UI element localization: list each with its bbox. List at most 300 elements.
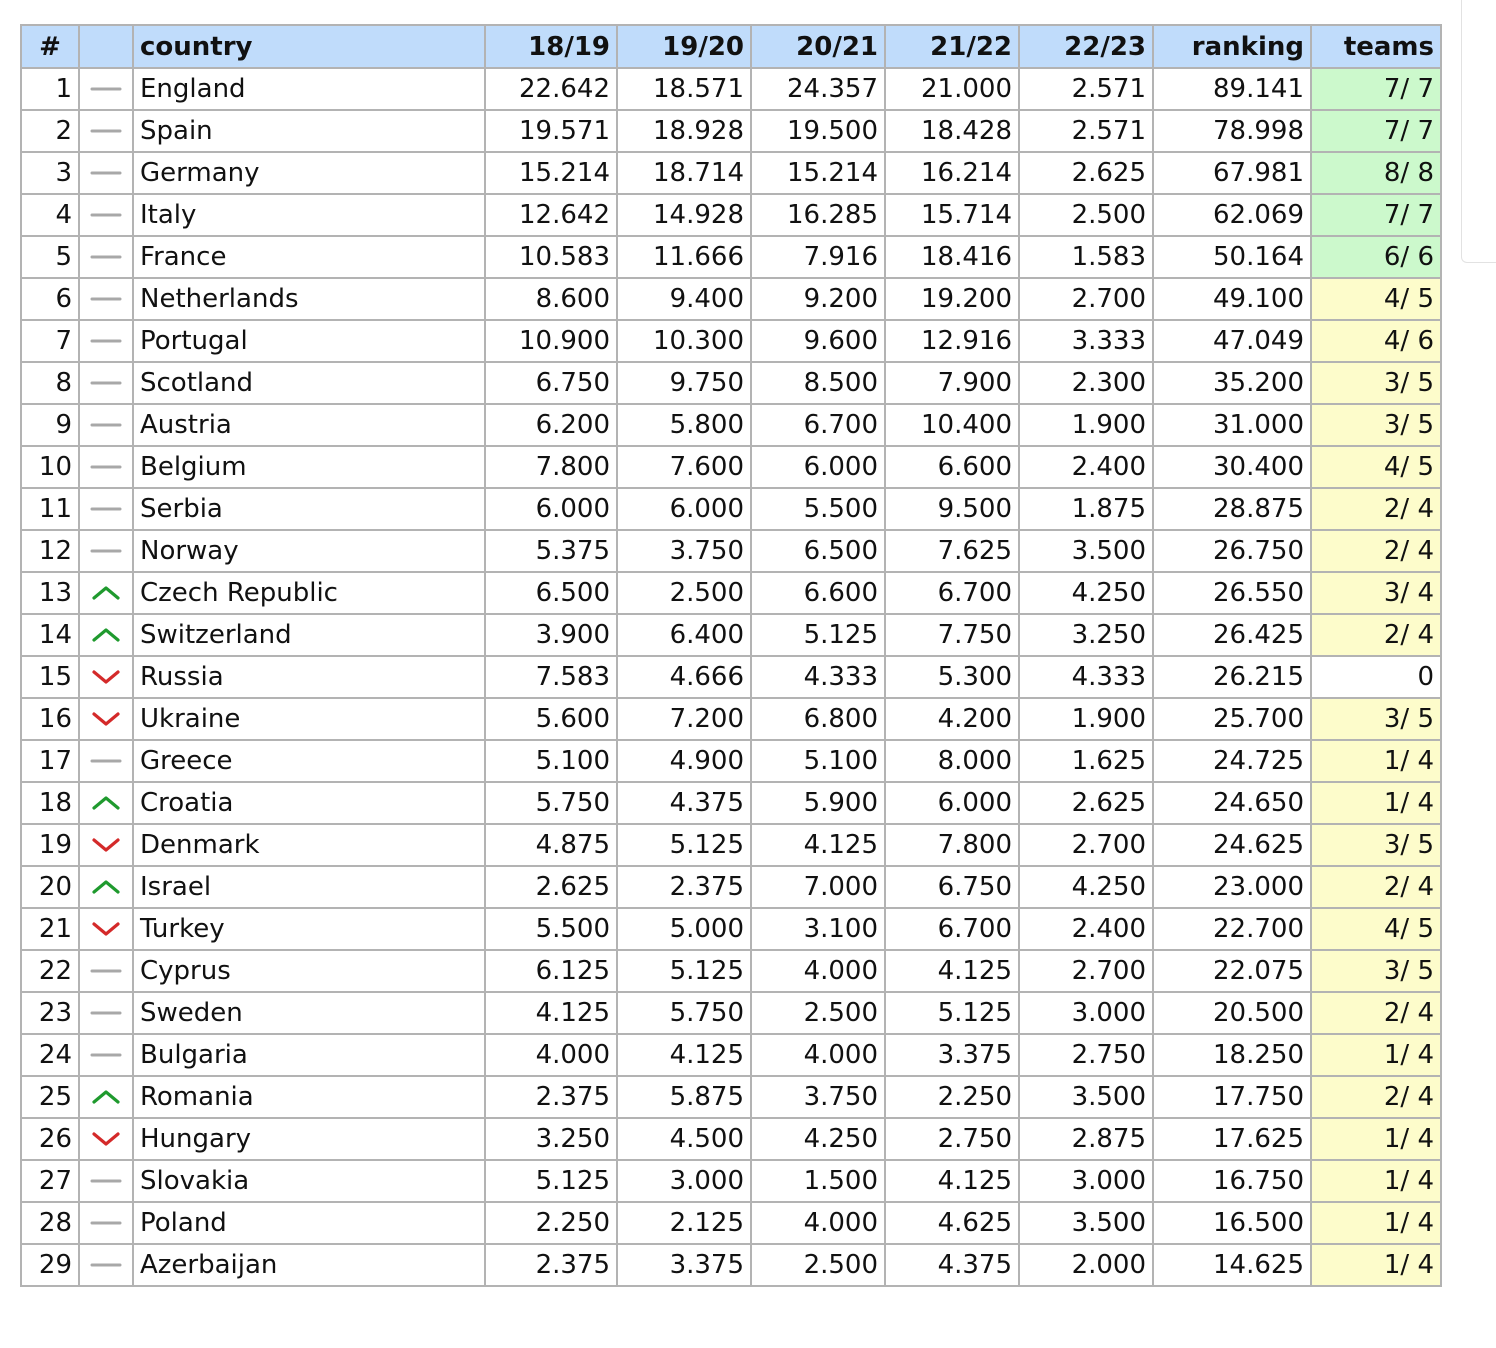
cell-season-22-23: 3.000 [1019,1160,1153,1202]
cell-trend [79,320,133,362]
cell-ranking: 30.400 [1153,446,1311,488]
cell-season-18-19: 5.125 [485,1160,617,1202]
cell-country[interactable]: Israel [133,866,485,908]
table-row [21,236,1441,278]
cell-country[interactable]: Germany [133,152,485,194]
cell-trend [79,488,133,530]
cell-trend [79,572,133,614]
cell-rank: 28 [21,1202,79,1244]
cell-trend [79,236,133,278]
cell-teams: 7/ 7 [1311,194,1441,236]
cell-trend [79,656,133,698]
cell-trend [79,908,133,950]
cell-country[interactable]: Croatia [133,782,485,824]
cell-season-21-22: 21.000 [885,68,1019,110]
cell-rank: 15 [21,656,79,698]
cell-season-18-19: 10.583 [485,236,617,278]
cell-season-19-20: 2.500 [617,572,751,614]
cell-season-21-22: 5.125 [885,992,1019,1034]
cell-season-20-21: 4.000 [751,1034,885,1076]
cell-teams: 4/ 5 [1311,908,1441,950]
cell-season-20-21: 7.000 [751,866,885,908]
cell-season-22-23: 2.400 [1019,908,1153,950]
cell-season-22-23: 1.583 [1019,236,1153,278]
cell-ranking: 22.700 [1153,908,1311,950]
table-row [21,530,1441,572]
cell-season-19-20: 9.750 [617,362,751,404]
cell-teams: 2/ 4 [1311,614,1441,656]
cell-season-18-19: 10.900 [485,320,617,362]
cell-country[interactable]: Bulgaria [133,1034,485,1076]
cell-season-19-20: 5.000 [617,908,751,950]
cell-season-20-21: 2.500 [751,1244,885,1286]
cell-season-20-21: 24.357 [751,68,885,110]
cell-season-21-22: 18.428 [885,110,1019,152]
table-row [21,908,1441,950]
cell-teams: 1/ 4 [1311,1118,1441,1160]
cell-season-20-21: 8.500 [751,362,885,404]
cell-teams: 4/ 5 [1311,446,1441,488]
cell-season-21-22: 3.375 [885,1034,1019,1076]
cell-ranking: 26.750 [1153,530,1311,572]
cell-country[interactable]: Spain [133,110,485,152]
cell-teams: 1/ 4 [1311,1034,1441,1076]
cell-season-19-20: 4.900 [617,740,751,782]
table-row [21,110,1441,152]
cell-season-20-21: 15.214 [751,152,885,194]
trend-unchanged-icon [89,1254,123,1276]
cell-ranking: 16.500 [1153,1202,1311,1244]
cell-season-19-20: 9.400 [617,278,751,320]
cell-ranking: 24.725 [1153,740,1311,782]
trend-up-icon [89,624,123,646]
cell-country[interactable]: Romania [133,1076,485,1118]
cell-season-19-20: 4.666 [617,656,751,698]
cell-ranking: 18.250 [1153,1034,1311,1076]
cell-season-22-23: 2.571 [1019,68,1153,110]
cell-season-20-21: 4.125 [751,824,885,866]
cell-rank: 26 [21,1118,79,1160]
cell-country[interactable]: Norway [133,530,485,572]
cell-season-18-19: 12.642 [485,194,617,236]
cell-season-22-23: 2.000 [1019,1244,1153,1286]
cell-teams: 3/ 5 [1311,824,1441,866]
cell-season-18-19: 6.000 [485,488,617,530]
cell-season-21-22: 19.200 [885,278,1019,320]
trend-unchanged-icon [89,960,123,982]
cell-season-20-21: 19.500 [751,110,885,152]
table-row [21,824,1441,866]
header-ranking[interactable]: ranking [1153,25,1311,68]
cell-teams: 1/ 4 [1311,740,1441,782]
cell-season-22-23: 2.400 [1019,446,1153,488]
trend-unchanged-icon [89,456,123,478]
trend-unchanged-icon [89,1212,123,1234]
cell-country[interactable]: Portugal [133,320,485,362]
trend-up-icon [89,582,123,604]
cell-teams: 3/ 5 [1311,362,1441,404]
cell-season-19-20: 4.375 [617,782,751,824]
cell-ranking: 50.164 [1153,236,1311,278]
cell-ranking: 22.075 [1153,950,1311,992]
cell-trend [79,404,133,446]
cell-season-20-21: 6.600 [751,572,885,614]
cell-season-18-19: 19.571 [485,110,617,152]
table-row [21,656,1441,698]
cell-ranking: 26.215 [1153,656,1311,698]
cell-trend [79,992,133,1034]
cell-country[interactable]: Netherlands [133,278,485,320]
cell-trend [79,866,133,908]
table-row [21,572,1441,614]
header-teams[interactable]: teams [1311,25,1441,68]
trend-down-icon [89,1128,123,1150]
table-header-row [21,25,1441,68]
table-row [21,194,1441,236]
cell-trend [79,698,133,740]
cell-season-19-20: 4.500 [617,1118,751,1160]
trend-unchanged-icon [89,120,123,142]
cell-ranking: 62.069 [1153,194,1311,236]
cell-rank: 9 [21,404,79,446]
cell-season-19-20: 3.000 [617,1160,751,1202]
cell-trend [79,110,133,152]
cell-season-21-22: 18.416 [885,236,1019,278]
cell-country[interactable]: Denmark [133,824,485,866]
cell-country[interactable]: Ukraine [133,698,485,740]
cell-season-22-23: 1.875 [1019,488,1153,530]
cell-season-20-21: 4.333 [751,656,885,698]
cell-season-22-23: 2.875 [1019,1118,1153,1160]
cell-season-20-21: 3.100 [751,908,885,950]
cell-rank: 4 [21,194,79,236]
cell-season-22-23: 4.333 [1019,656,1153,698]
cell-season-18-19: 5.750 [485,782,617,824]
cell-season-19-20: 18.714 [617,152,751,194]
cell-ranking: 24.625 [1153,824,1311,866]
cell-season-21-22: 9.500 [885,488,1019,530]
table-row [21,1160,1441,1202]
cell-season-18-19: 3.250 [485,1118,617,1160]
trend-unchanged-icon [89,372,123,394]
cell-ranking: 25.700 [1153,698,1311,740]
trend-unchanged-icon [89,162,123,184]
cell-season-21-22: 7.625 [885,530,1019,572]
header-trend [79,25,133,68]
cell-rank: 27 [21,1160,79,1202]
table-row [21,1118,1441,1160]
cell-season-19-20: 5.125 [617,824,751,866]
cell-season-20-21: 6.800 [751,698,885,740]
cell-country[interactable]: Hungary [133,1118,485,1160]
header-season-18-19[interactable]: 18/19 [485,25,617,68]
cell-season-18-19: 6.500 [485,572,617,614]
cell-teams: 2/ 4 [1311,992,1441,1034]
cell-season-22-23: 3.500 [1019,1202,1153,1244]
cell-season-21-22: 2.750 [885,1118,1019,1160]
cell-season-22-23: 3.500 [1019,530,1153,572]
cell-season-21-22: 4.625 [885,1202,1019,1244]
table-body [21,68,1441,1286]
cell-season-18-19: 6.125 [485,950,617,992]
header-season-19-20[interactable]: 19/20 [617,25,751,68]
cell-season-22-23: 3.250 [1019,614,1153,656]
trend-unchanged-icon [89,1002,123,1024]
cell-trend [79,530,133,572]
trend-unchanged-icon [89,288,123,310]
table-row [21,1244,1441,1286]
cell-teams: 2/ 4 [1311,488,1441,530]
cell-trend [79,446,133,488]
trend-unchanged-icon [89,78,123,100]
cell-teams: 1/ 4 [1311,1160,1441,1202]
cell-season-22-23: 4.250 [1019,866,1153,908]
cell-season-20-21: 5.900 [751,782,885,824]
cell-ranking: 17.750 [1153,1076,1311,1118]
header-season-22-23[interactable]: 22/23 [1019,25,1153,68]
cell-trend [79,782,133,824]
cell-trend [79,950,133,992]
cell-rank: 7 [21,320,79,362]
cell-country[interactable]: Italy [133,194,485,236]
trend-down-icon [89,666,123,688]
cell-season-19-20: 5.800 [617,404,751,446]
cell-ranking: 28.875 [1153,488,1311,530]
cell-season-20-21: 7.916 [751,236,885,278]
cell-season-20-21: 1.500 [751,1160,885,1202]
cell-season-20-21: 5.500 [751,488,885,530]
cell-country[interactable]: Russia [133,656,485,698]
cell-season-22-23: 2.700 [1019,824,1153,866]
cell-season-22-23: 3.000 [1019,992,1153,1034]
trend-down-icon [89,834,123,856]
cell-teams: 3/ 5 [1311,698,1441,740]
cell-season-19-20: 18.571 [617,68,751,110]
cell-season-19-20: 5.875 [617,1076,751,1118]
trend-up-icon [89,792,123,814]
cell-rank: 3 [21,152,79,194]
cell-rank: 8 [21,362,79,404]
cell-season-21-22: 6.000 [885,782,1019,824]
cell-season-21-22: 6.700 [885,908,1019,950]
cell-season-19-20: 3.375 [617,1244,751,1286]
cell-teams: 7/ 7 [1311,110,1441,152]
cell-ranking: 16.750 [1153,1160,1311,1202]
cell-teams: 7/ 7 [1311,68,1441,110]
cell-rank: 18 [21,782,79,824]
table-row [21,950,1441,992]
country-ranking-table [20,24,1442,1287]
cell-trend [79,194,133,236]
cell-season-20-21: 16.285 [751,194,885,236]
cell-trend [79,1118,133,1160]
cell-country[interactable]: Scotland [133,362,485,404]
cell-country[interactable]: Czech Republic [133,572,485,614]
cell-season-20-21: 5.100 [751,740,885,782]
ranking-table-container [20,24,1440,1287]
cell-trend [79,152,133,194]
cell-season-22-23: 2.500 [1019,194,1153,236]
trend-down-icon [89,918,123,940]
cell-trend [79,614,133,656]
cell-season-18-19: 2.250 [485,1202,617,1244]
cell-ranking: 20.500 [1153,992,1311,1034]
header-season-20-21[interactable]: 20/21 [751,25,885,68]
cell-season-21-22: 10.400 [885,404,1019,446]
cell-season-18-19: 15.214 [485,152,617,194]
cell-season-21-22: 7.750 [885,614,1019,656]
cell-rank: 29 [21,1244,79,1286]
header-season-21-22[interactable]: 21/22 [885,25,1019,68]
cell-country[interactable]: Slovakia [133,1160,485,1202]
cell-ranking: 31.000 [1153,404,1311,446]
cell-season-18-19: 5.500 [485,908,617,950]
cell-season-18-19: 6.750 [485,362,617,404]
cell-rank: 13 [21,572,79,614]
cell-rank: 24 [21,1034,79,1076]
cell-season-19-20: 11.666 [617,236,751,278]
cell-season-21-22: 4.375 [885,1244,1019,1286]
cell-country[interactable]: Azerbaijan [133,1244,485,1286]
cell-season-21-22: 2.250 [885,1076,1019,1118]
cell-rank: 19 [21,824,79,866]
cell-season-20-21: 4.000 [751,1202,885,1244]
table-row [21,992,1441,1034]
cell-season-18-19: 5.375 [485,530,617,572]
cell-season-19-20: 3.750 [617,530,751,572]
cell-season-22-23: 2.625 [1019,782,1153,824]
cell-country[interactable]: Greece [133,740,485,782]
cell-rank: 16 [21,698,79,740]
trend-unchanged-icon [89,750,123,772]
cell-rank: 6 [21,278,79,320]
cell-teams: 1/ 4 [1311,782,1441,824]
trend-unchanged-icon [89,1044,123,1066]
trend-unchanged-icon [89,1170,123,1192]
cell-season-21-22: 6.700 [885,572,1019,614]
trend-unchanged-icon [89,540,123,562]
trend-unchanged-icon [89,330,123,352]
table-row [21,614,1441,656]
cell-season-20-21: 6.700 [751,404,885,446]
cell-season-18-19: 2.375 [485,1244,617,1286]
table-row [21,866,1441,908]
cell-teams: 2/ 4 [1311,866,1441,908]
cell-teams: 2/ 4 [1311,1076,1441,1118]
cell-country[interactable]: Poland [133,1202,485,1244]
cell-country[interactable]: Switzerland [133,614,485,656]
cell-season-18-19: 4.875 [485,824,617,866]
cell-season-19-20: 2.125 [617,1202,751,1244]
cell-season-18-19: 3.900 [485,614,617,656]
cell-season-21-22: 4.125 [885,1160,1019,1202]
cell-season-20-21: 4.000 [751,950,885,992]
cell-rank: 10 [21,446,79,488]
header-rank[interactable]: # [21,25,79,68]
cell-teams: 3/ 4 [1311,572,1441,614]
cell-season-18-19: 2.625 [485,866,617,908]
cell-season-22-23: 1.900 [1019,404,1153,446]
table-row [21,1034,1441,1076]
cell-country[interactable]: Serbia [133,488,485,530]
cell-season-18-19: 2.375 [485,1076,617,1118]
cell-season-21-22: 6.600 [885,446,1019,488]
cell-teams: 4/ 5 [1311,278,1441,320]
cell-teams: 4/ 6 [1311,320,1441,362]
cell-season-18-19: 8.600 [485,278,617,320]
cell-rank: 20 [21,866,79,908]
cell-country[interactable]: Cyprus [133,950,485,992]
trend-unchanged-icon [89,204,123,226]
cell-trend [79,824,133,866]
table-row [21,1076,1441,1118]
cell-season-20-21: 6.500 [751,530,885,572]
cell-country[interactable]: France [133,236,485,278]
cell-rank: 11 [21,488,79,530]
cell-ranking: 17.625 [1153,1118,1311,1160]
cell-country[interactable]: Belgium [133,446,485,488]
cell-teams: 3/ 5 [1311,950,1441,992]
cell-season-18-19: 6.200 [485,404,617,446]
cell-teams: 3/ 5 [1311,404,1441,446]
cell-season-19-20: 4.125 [617,1034,751,1076]
cell-ranking: 26.425 [1153,614,1311,656]
cell-teams: 2/ 4 [1311,530,1441,572]
cell-ranking: 89.141 [1153,68,1311,110]
cell-country[interactable]: Sweden [133,992,485,1034]
cell-trend [79,362,133,404]
cell-season-22-23: 1.900 [1019,698,1153,740]
cell-season-21-22: 4.125 [885,950,1019,992]
side-panel-edge [1461,0,1496,263]
table-row [21,1202,1441,1244]
cell-rank: 21 [21,908,79,950]
cell-season-18-19: 5.100 [485,740,617,782]
cell-rank: 5 [21,236,79,278]
cell-country[interactable]: England [133,68,485,110]
cell-ranking: 78.998 [1153,110,1311,152]
table-row [21,362,1441,404]
cell-trend [79,1076,133,1118]
table-row [21,446,1441,488]
table-row [21,152,1441,194]
cell-season-21-22: 12.916 [885,320,1019,362]
cell-country[interactable]: Austria [133,404,485,446]
cell-season-19-20: 5.125 [617,950,751,992]
cell-trend [79,1202,133,1244]
cell-teams: 6/ 6 [1311,236,1441,278]
cell-season-22-23: 4.250 [1019,572,1153,614]
cell-season-18-19: 7.583 [485,656,617,698]
header-country[interactable]: country [133,25,485,68]
cell-season-21-22: 5.300 [885,656,1019,698]
cell-trend [79,1244,133,1286]
cell-season-18-19: 4.125 [485,992,617,1034]
cell-season-21-22: 6.750 [885,866,1019,908]
table-row [21,404,1441,446]
cell-season-18-19: 22.642 [485,68,617,110]
cell-season-19-20: 2.375 [617,866,751,908]
cell-season-18-19: 5.600 [485,698,617,740]
cell-teams: 1/ 4 [1311,1244,1441,1286]
cell-season-20-21: 9.200 [751,278,885,320]
cell-country[interactable]: Turkey [133,908,485,950]
trend-up-icon [89,1086,123,1108]
cell-rank: 12 [21,530,79,572]
cell-season-21-22: 16.214 [885,152,1019,194]
cell-trend [79,1034,133,1076]
cell-season-22-23: 3.333 [1019,320,1153,362]
